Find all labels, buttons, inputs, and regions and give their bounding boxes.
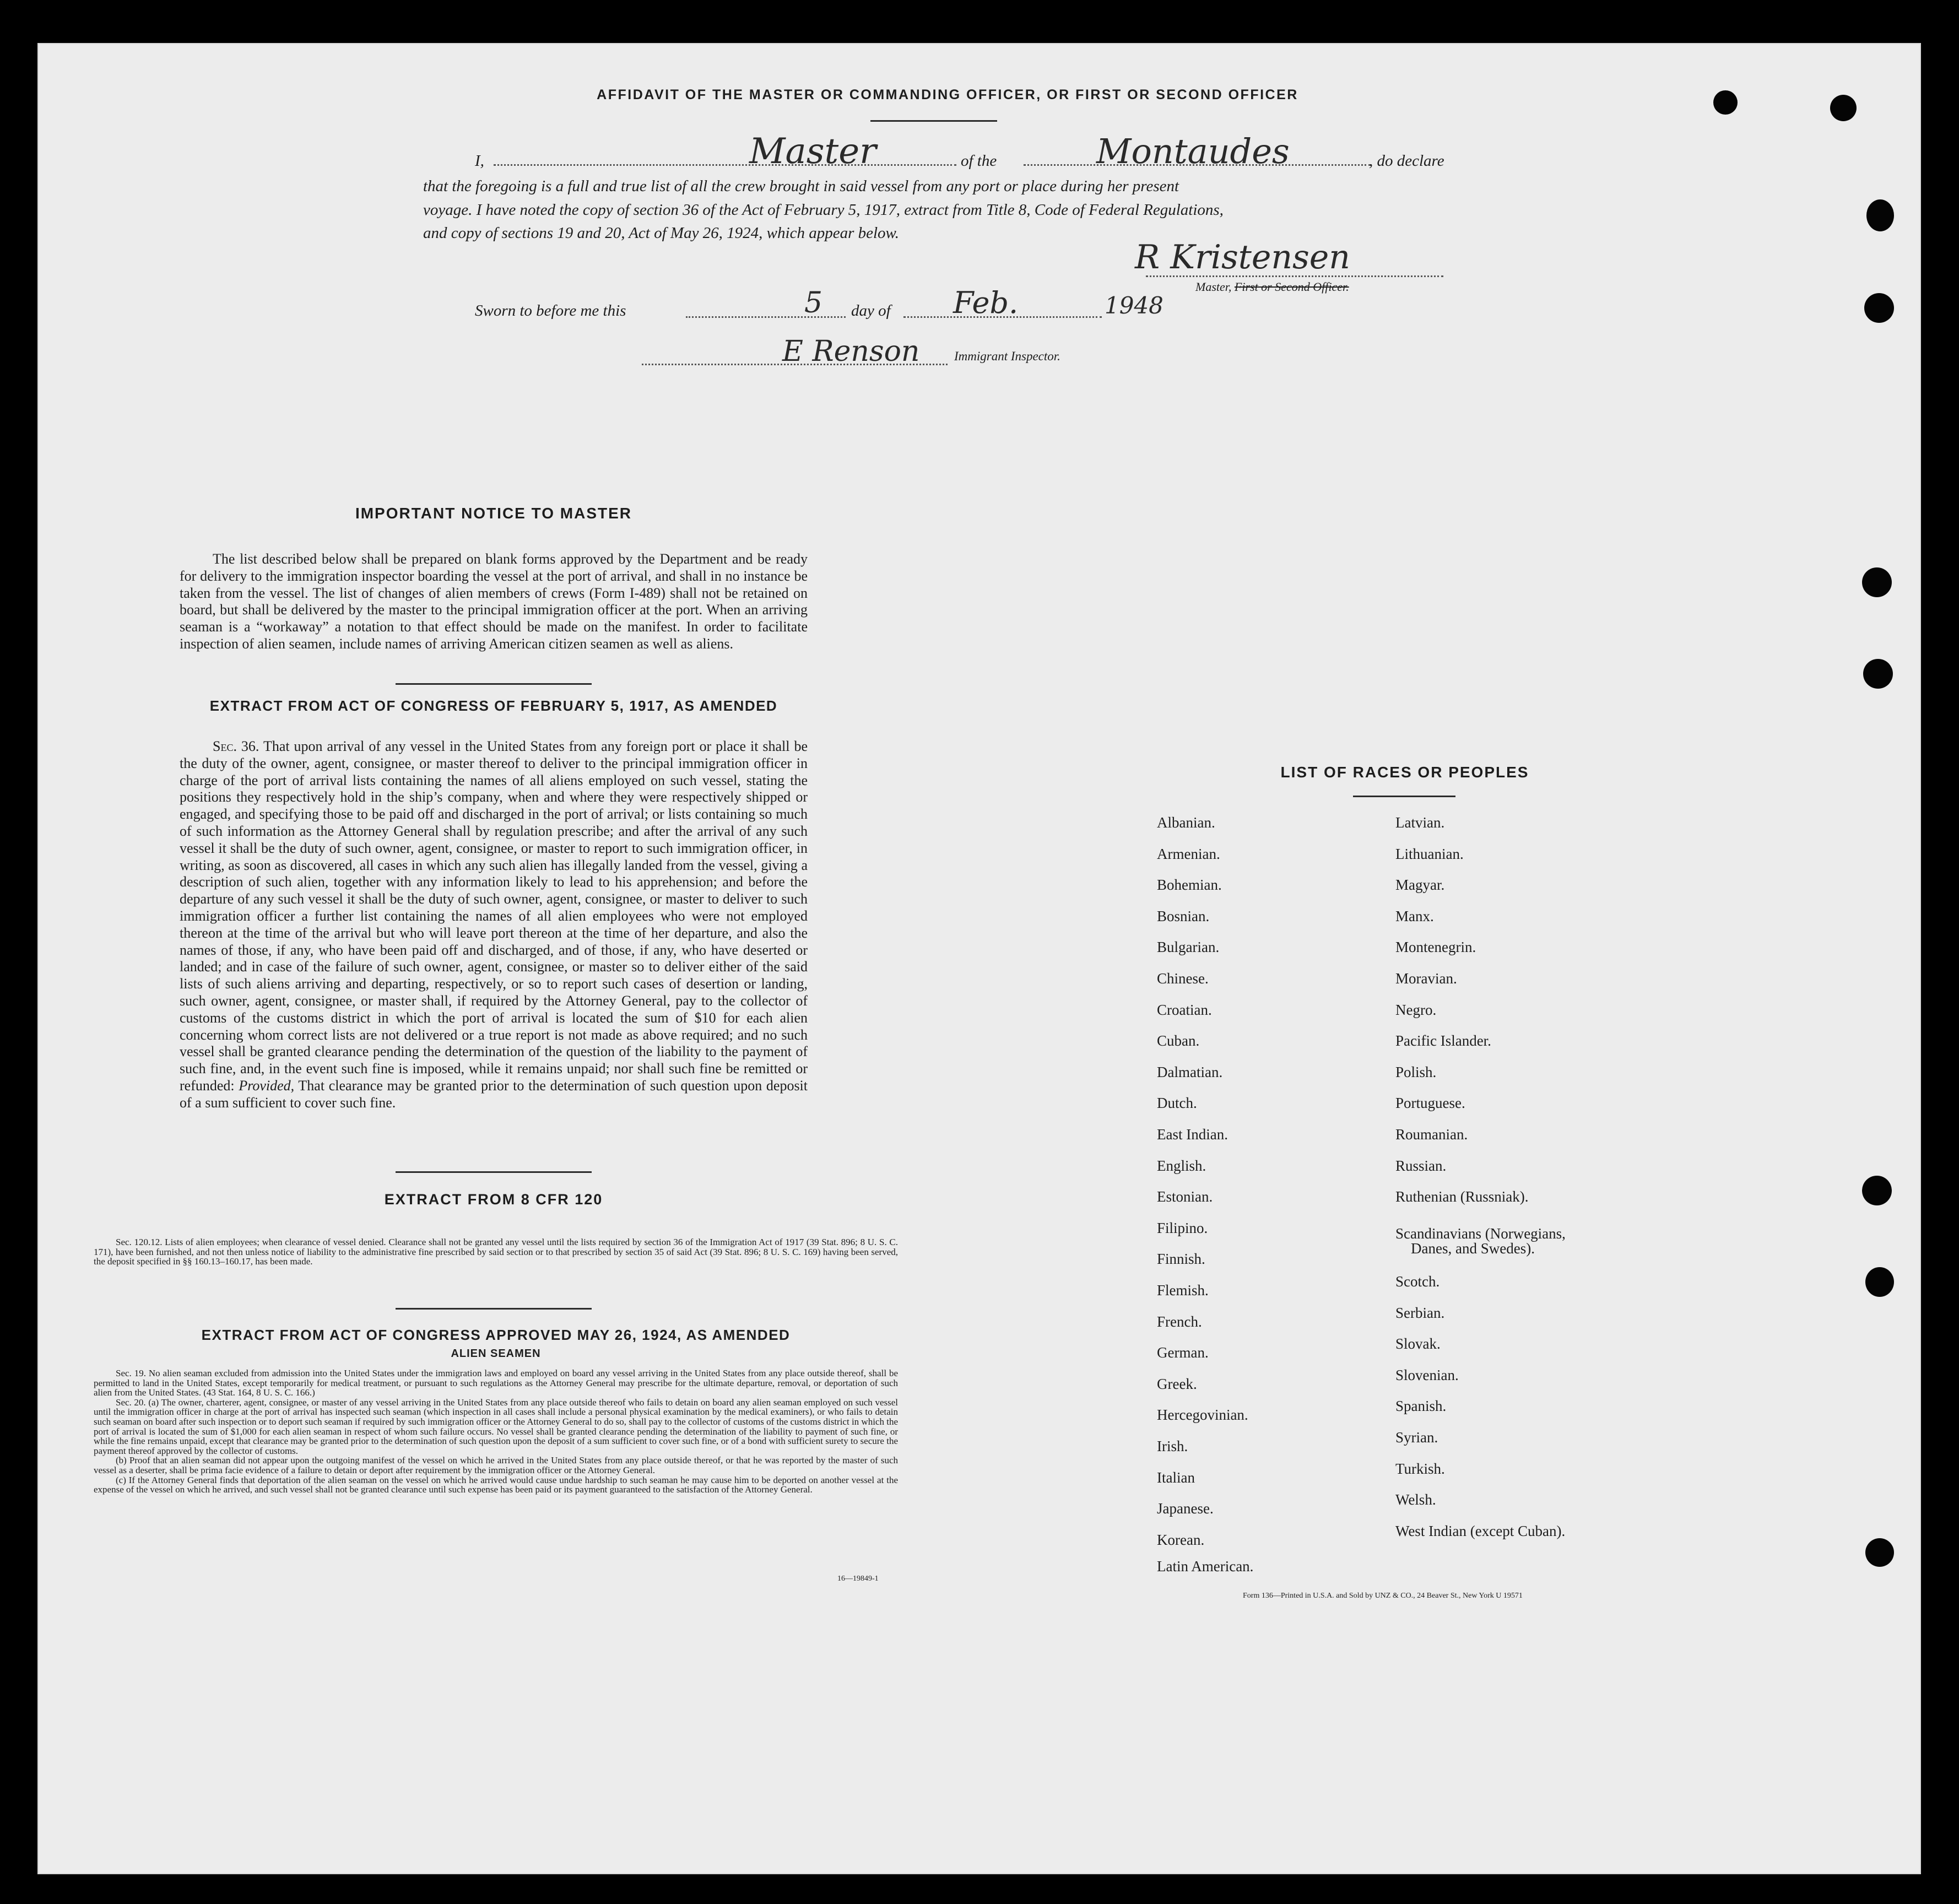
race-item: Ruthenian (Russniak). (1395, 1188, 1529, 1205)
binder-hole (1713, 90, 1738, 115)
form-code: 16—19849-1 (837, 1575, 879, 1583)
binder-hole (1865, 1267, 1894, 1297)
race-item: Hercegovinian. (1157, 1407, 1248, 1424)
signature-line (1146, 275, 1443, 277)
race-item: East Indian. (1157, 1126, 1228, 1143)
race-item: Russian. (1395, 1157, 1447, 1174)
sec-36-label: Sec. 36. (213, 738, 259, 754)
race-item: Filipino. (1157, 1219, 1208, 1236)
affidavit-i: I, (475, 152, 484, 170)
alien-seamen-subtitle: ALIEN SEAMEN (451, 1348, 541, 1360)
race-item: Scandinavians (Norwegians, (1395, 1225, 1566, 1242)
race-item: Flemish. (1157, 1282, 1209, 1299)
race-item: Cuban. (1157, 1032, 1200, 1050)
race-item: Portuguese. (1395, 1095, 1465, 1112)
race-item: Moravian. (1395, 970, 1457, 987)
race-item: Syrian. (1395, 1429, 1438, 1446)
cfr-title: EXTRACT FROM 8 CFR 120 (384, 1191, 603, 1208)
master-handwritten: Master (749, 131, 876, 172)
heading-rule (870, 120, 997, 122)
sec-19-paragraph: Sec. 19. No alien seaman excluded from admission into the United States under the immigration laws and employed on board any vessel arriving in the United States from any place outside thereof, shall be permitted to land in the United States, except temporarily for medical treatment, or pursuant to such regulations as the Attorney General may prescribe for the ultimate departure, removal, or deportation of such alien from the United States. (43 Stat. 164, 8 U. S. C. 166.) (94, 1368, 898, 1398)
race-item: Korean. (1157, 1531, 1205, 1548)
race-item: Dutch. (1157, 1095, 1197, 1112)
binder-hole (1866, 199, 1894, 231)
race-item: Roumanian. (1395, 1126, 1468, 1143)
race-item: Dalmatian. (1157, 1063, 1223, 1080)
race-item: Finnish. (1157, 1251, 1205, 1268)
race-item: Albanian. (1157, 814, 1215, 831)
sec-20a-paragraph: Sec. 20. (a) The owner, charterer, agent, consignee, or master of any vessel arriving in the United States from any place outside thereof who fails to detain on board any alien seaman employed on such vessel until the immigration officer in charge at the port of arrival has inspected such seaman (which inspection in all cases shall include a personal physical examination by the medical examiners), or who fails to detain such seaman on board after such inspection or to deport such seaman if required by such immigration officer or the Attorney General to do so, shall pay to the collector of customs of the customs district in which the port of arrival is located the sum of $1,000 for each alien seaman in respect of whom such failure occurs. No vessel shall be granted clearance pending the determination of the liability to payment of such fine, or while the fine remains unpaid, except that clearance may be granted prior to the determination of such question upon the deposit of a sum sufficient to cover such fine, or of a bond with sufficient surety to secure the payment thereof approved by the collector of customs. (94, 1397, 898, 1456)
extract-1917-body (180, 738, 808, 1112)
sworn-year: 1948 (1105, 292, 1164, 319)
race-item: Montenegrin. (1395, 939, 1476, 956)
race-item: Polish. (1395, 1063, 1437, 1080)
inspector-signature: E Renson (782, 335, 920, 368)
race-item: Negro. (1395, 1001, 1437, 1018)
race-item: Scotch. (1395, 1273, 1440, 1290)
race-item: Chinese. (1157, 970, 1209, 987)
race-item: Croatian. (1157, 1001, 1212, 1018)
day-of-label: day of (851, 302, 891, 320)
race-item: Welsh. (1395, 1491, 1436, 1508)
sec-20b-paragraph: (b) Proof that an alien seaman did not appear upon the outgoing manifest of the vessel on which he arrived in the United States from any place outside thereof, or that he was reported by the master of such vessel as a deserter, shall be prima facie evidence of a failure to detain or deport after requirement by the immigration officer or the Attorney General. (94, 1455, 898, 1475)
race-item: Italian (1157, 1469, 1195, 1486)
cfr-body (94, 1237, 898, 1267)
extract-1924-body (94, 1368, 898, 1495)
race-item: Serbian. (1395, 1304, 1445, 1321)
notice-rule (396, 683, 592, 685)
race-item: Danes, and Swedes). (1411, 1240, 1535, 1257)
proviso-label: Provided, (239, 1077, 295, 1094)
race-item: English. (1157, 1157, 1206, 1174)
extract-1917-rule (396, 1171, 592, 1173)
races-rule (1353, 796, 1455, 797)
race-item: Pacific Islander. (1395, 1032, 1491, 1050)
binder-hole (1830, 95, 1857, 121)
notice-paragraph: The list described below shall be prepared on blank forms approved by the Department and be ready for delivery to the immigration inspector boarding the vessel at the port of arrival, and shall in no instance be taken from the vessel. The list of changes of alien members of crews (Form I-489) shall not be retained on board, but shall be delivered by the master to the principal immigration officer at the port. When an arriving seaman is a “workaway” a notation to that effect should be made on the manifest. In order to facilitate inspection of alien seamen, include names of arriving American citizen seamen as well as aliens. (180, 551, 808, 652)
race-item: Irish. (1157, 1438, 1188, 1454)
declare-label: , do declare (1369, 152, 1444, 170)
race-item: Bohemian. (1157, 877, 1222, 894)
race-item: Latin American. (1157, 1558, 1254, 1575)
sworn-month: Feb. (953, 285, 1019, 320)
race-item: Magyar. (1395, 877, 1445, 894)
affidavit-line3: voyage. I have noted the copy of section 36 of the Act of February 5, 1917, extract from Title 8, Code of Federal Regulations, (423, 201, 1224, 219)
cfr-paragraph: Sec. 120.12. Lists of alien employees; when clearance of vessel denied. Clearance shall not be granted any vessel until the lists required by section 36 of the Immigration Act of 1917 (39 Stat. 896; 8 U. S. C. 171), have been furnished, and not then unless notice of liability to the administrative fine prescribed by said section or to that prescribed by section 35 of said Act (39 Stat. 896; 8 U. S. C. 169) having been served, the deposit specified in §§ 160.13–160.17, has been made. (94, 1237, 898, 1267)
race-item: Slovenian. (1395, 1366, 1459, 1383)
race-item: German. (1157, 1344, 1209, 1361)
signature-caption-master: Master, (1195, 280, 1232, 294)
binder-hole (1865, 1538, 1894, 1567)
race-item: Slovak. (1395, 1335, 1441, 1353)
race-item: Greek. (1157, 1375, 1197, 1392)
binder-hole (1863, 659, 1893, 689)
affidavit-heading: AFFIDAVIT OF THE MASTER OR COMMANDING OFFICER, OR FIRST OR SECOND OFFICER (597, 87, 1298, 102)
notice-title: IMPORTANT NOTICE TO MASTER (355, 505, 632, 522)
binder-hole (1862, 1176, 1892, 1205)
races-title: LIST OF RACES OR PEOPLES (1280, 764, 1529, 781)
extract-1917-title: EXTRACT FROM ACT OF CONGRESS OF FEBRUARY 5, 1917, AS AMENDED (209, 697, 778, 714)
notice-body (180, 551, 808, 653)
cfr-rule (396, 1308, 592, 1310)
signature-caption-struck: First or Second Officer. (1234, 280, 1349, 294)
master-signature: R Kristensen (1135, 238, 1350, 277)
race-item: Japanese. (1157, 1500, 1214, 1517)
affidavit-line4: and copy of sections 19 and 20, Act of May 26, 1924, which appear below. (423, 224, 899, 242)
race-item: Manx. (1395, 907, 1434, 924)
sec-36-text: That upon arrival of any vessel in the United States from any foreign port or place it shall be the duty of the owner, agent, consignee, or master thereof to deliver to the principal immigration officer in charge of the port of arrival lists containing the names of all aliens employed on such vessel, stating the positions they respectively hold in the ship’s company, when and where they were respectively shipped or engaged, and specifying those to be paid off and discharged in the port of arrival; or lists containing so much of such information as the Attorney General shall by regulation prescribe; and after the arrival of any such vessel it shall be the duty of such owner, agent, consignee, or master to report to such immigration officer, in writing, as soon as discovered, all cases in which any such alien has illegally landed from the vessel, giving a description of such alien, together with any information likely to lead to his apprehension; and before the departure of any such vessel it shall be the duty of such owner, agent, consignee, or master to deliver to such immigration officer a further list containing the names of all alien employees who were not employed thereon at the time of the arrival but who will leave port thereon at the time of her departure, and also the names of those, if any, who have been paid off and discharged, and of those, if any, who have deserted or landed; and in case of the failure of such owner, agent, consignee, or master so to deliver either of the said lists of such aliens arriving and departing, respectively, or so to report such cases of desertion or landing, such owner, agent, consignee, or master shall, if required by the Attorney General, pay to the collector of customs of the customs district in which the port of arrival is located the sum of $10 for each alien concerning whom correct lists are not delivered or a true report is not made as above required; and no such vessel shall be granted clearance pending the determination of the question of the liability to the payment of such fine, and, in the event such fine is imposed, while it remains unpaid; nor shall such fine be remitted or refunded: (180, 738, 808, 1094)
race-item: Lithuanian. (1395, 845, 1464, 862)
proviso-text: That clearance may be granted prior to the determination of such question upon deposit of a sum sufficient to cover such fine. (180, 1077, 808, 1111)
race-item: Latvian. (1395, 814, 1445, 831)
of-the-label: of the (961, 152, 997, 170)
race-item: Spanish. (1395, 1398, 1447, 1415)
signature-caption (1195, 280, 1349, 294)
binder-hole (1864, 293, 1894, 323)
race-item: French. (1157, 1313, 1202, 1330)
race-item: Estonian. (1157, 1188, 1213, 1205)
race-item: Turkish. (1395, 1460, 1445, 1477)
name-blank (494, 164, 956, 166)
race-item: West Indian (except Cuban). (1395, 1522, 1566, 1539)
affidavit-line2: that the foregoing is a full and true list of all the crew brought in said vessel from any port or place during her present (423, 177, 1179, 195)
vessel-handwritten: Montaudes (1096, 131, 1290, 171)
printer-note: Form 136—Printed in U.S.A. and Sold by UNZ & CO., 24 Beaver St., New York U 19571 (1243, 1592, 1523, 1600)
extract-1924-title: EXTRACT FROM ACT OF CONGRESS APPROVED MAY 26, 1924, AS AMENDED (201, 1327, 791, 1343)
sec-20c-paragraph: (c) If the Attorney General finds that deportation of the alien seaman on the vessel on which he arrived would cause undue hardship to such seaman he may cause him to be deported on another vessel at the expense of the vessel on which he arrived, and such vessel shall not be granted clearance until such expense has been paid or its payment guaranteed to the satisfaction of the Attorney General. (94, 1474, 898, 1495)
race-item: Bosnian. (1157, 907, 1210, 924)
sworn-label: Sworn to before me this (475, 302, 626, 320)
binder-hole (1862, 567, 1892, 597)
race-item: Bulgarian. (1157, 939, 1220, 956)
sworn-day: 5 (804, 286, 823, 320)
inspector-caption: Immigrant Inspector. (954, 349, 1060, 363)
race-item: Armenian. (1157, 845, 1220, 862)
